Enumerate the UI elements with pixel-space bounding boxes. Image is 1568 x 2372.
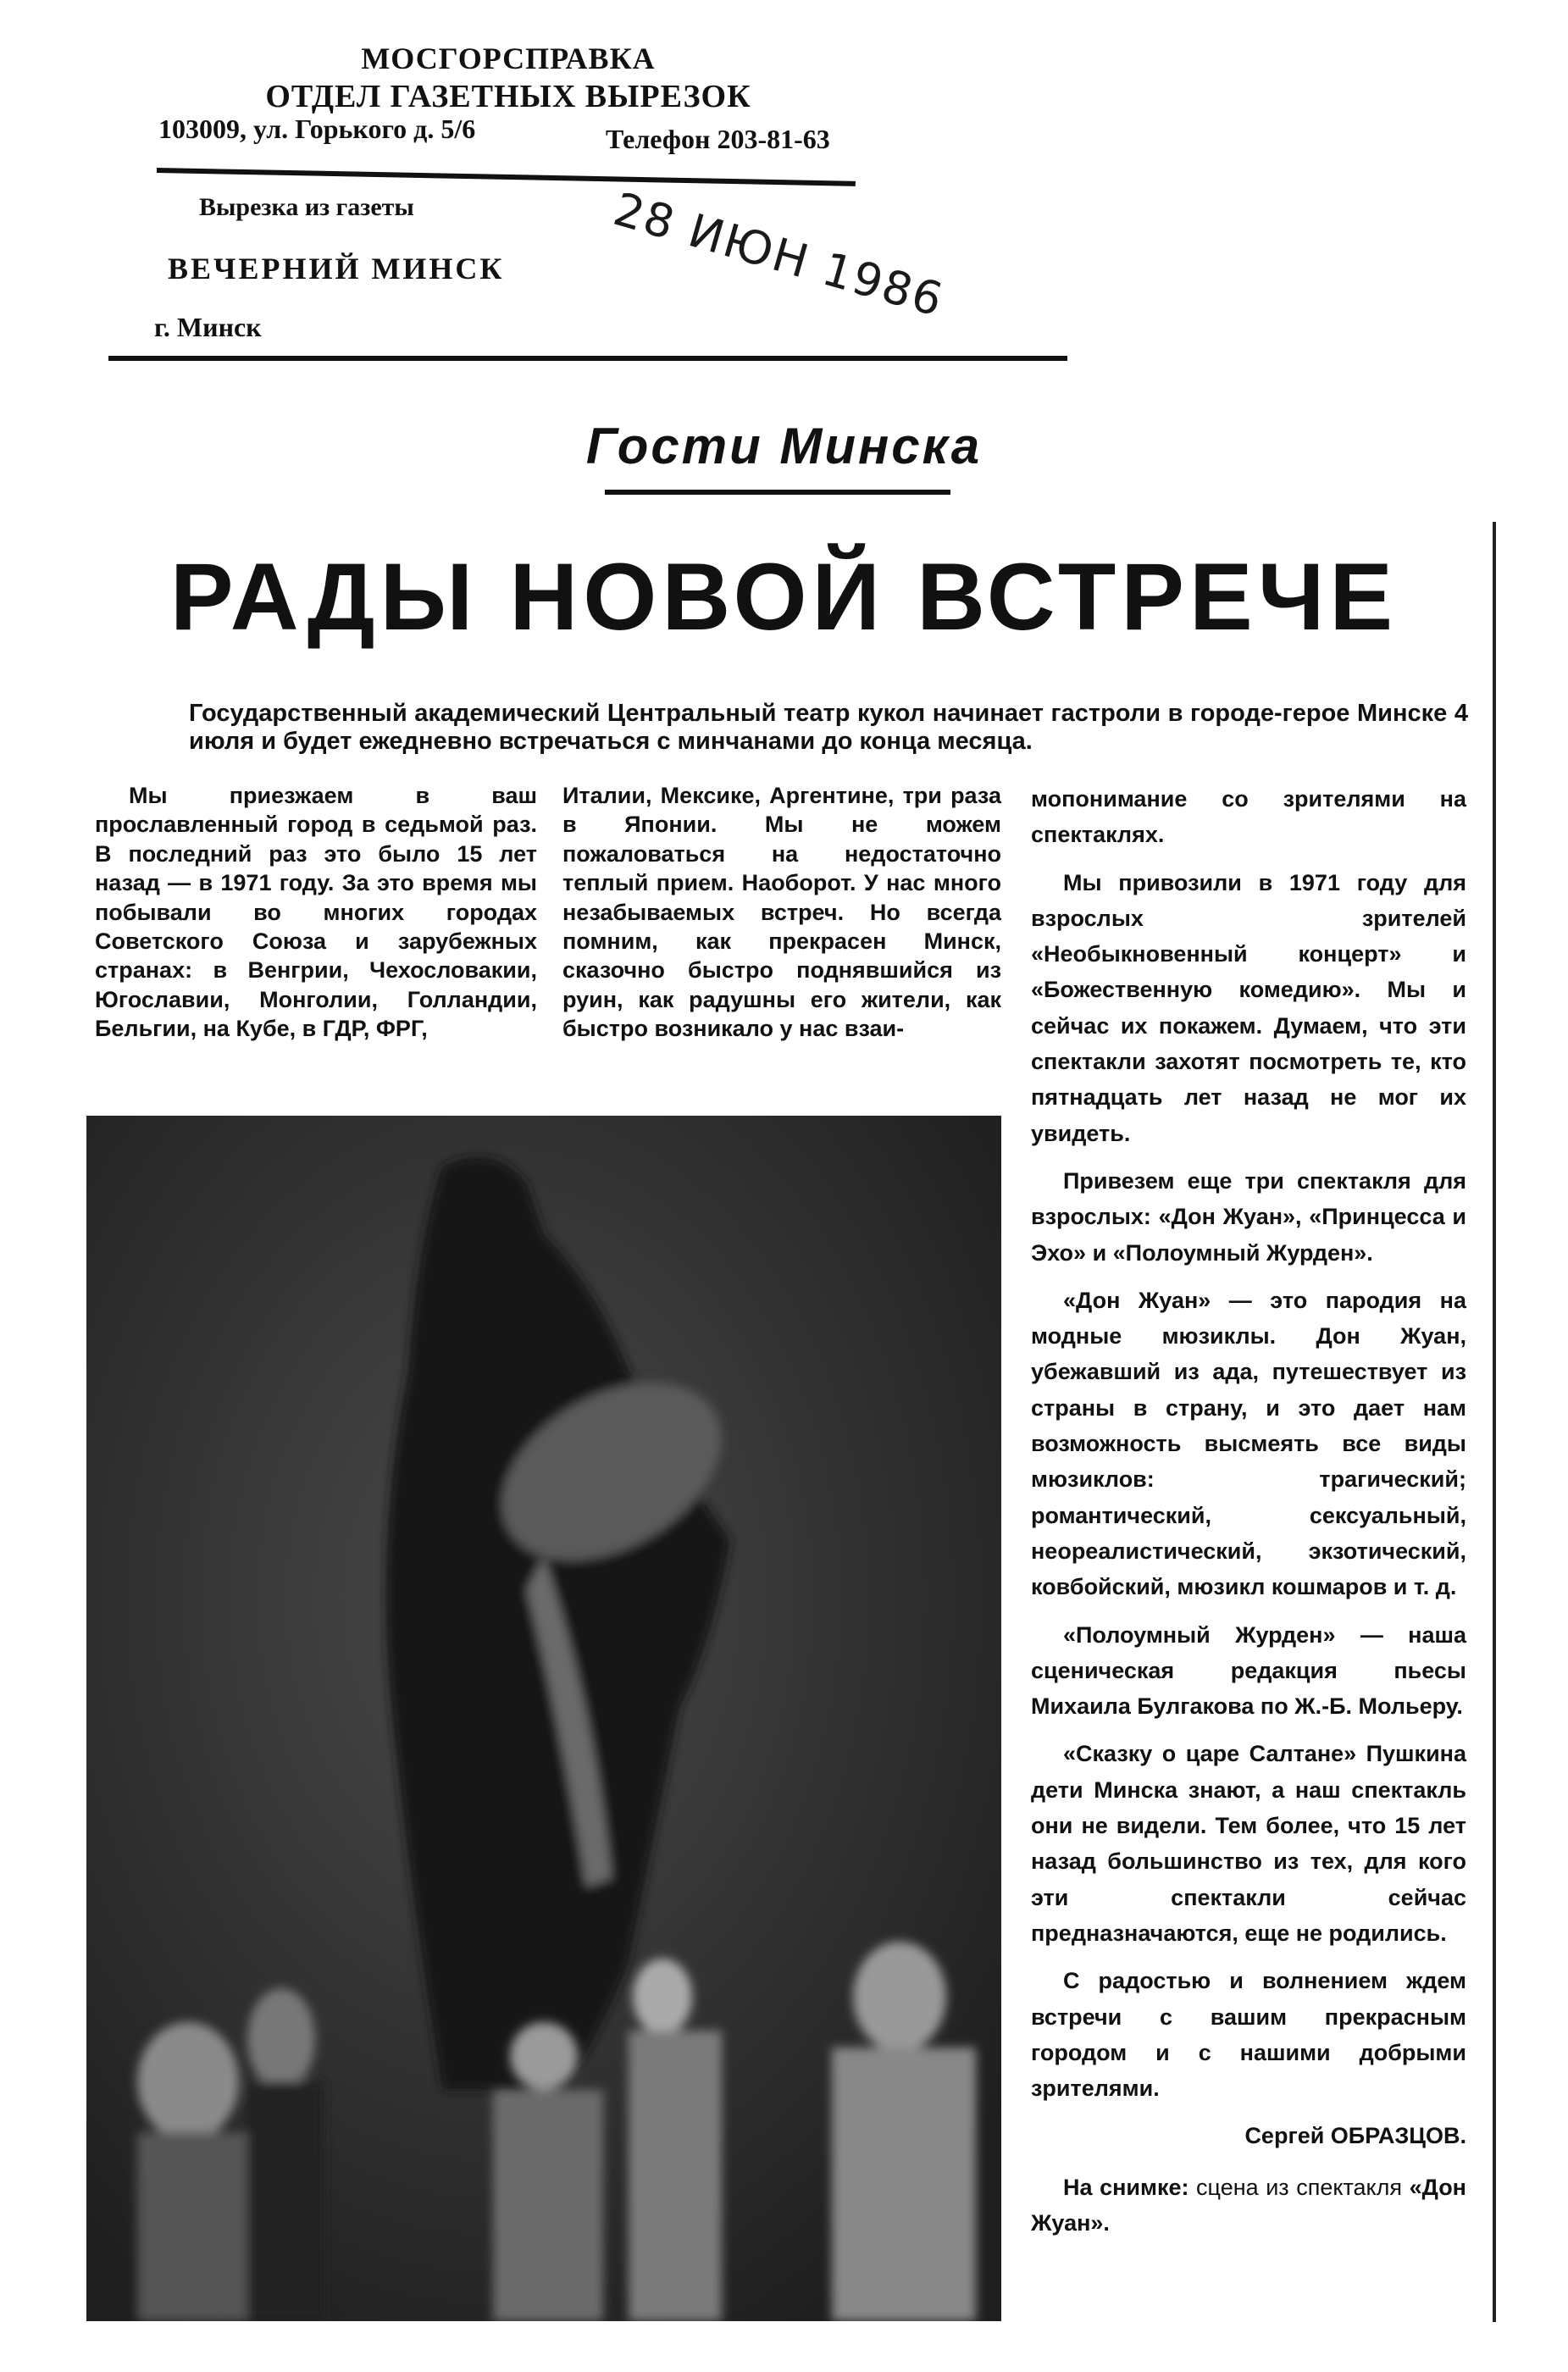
caption-label: На снимке: [1063, 2174, 1189, 2200]
paragraph: С радостью и волнением ждем встречи с вашим прекрасным городом и с нашими добрыми зрителями. [1031, 1968, 1466, 2102]
headline-text: РАДЫ НОВОЙ ВСТРЕЧЕ [169, 544, 1399, 650]
article-column-3 [1031, 781, 1466, 2253]
newspaper-name: ВЕЧЕРНИЙ МИНСК [168, 252, 505, 285]
agency-name: МОСГОРСПРАВКА [361, 42, 656, 75]
paragraph: «Дон Жуан» — это пародия на модные мюзиклы. Дон Жуан, убежавший из ада, путешествует из страны в страну, и это дает нам возможность высмеять все виды мюзиклов: трагический; романтический, сексуальный, неореалистический, экзотический, ковбойский, мюзикл кошмаров и т. д. [1031, 1287, 1466, 1600]
author-signature: Сергей ОБРАЗЦОВ. [1244, 2123, 1466, 2149]
article-column-1: Мы приезжаем в ваш прославленный город в седьмой раз. В последний раз это было 15 лет назад — в 1971 году. За это время мы побывали во многих городах Советского Союза и зарубежных странах: в Венгрии, Чехословакии, Югославии, Монголии, Голландии, Бельгии, на Кубе, в ГДР, ФРГ, [95, 783, 537, 1042]
newspaper-city: г. Минск [154, 312, 262, 342]
headline [102, 542, 1466, 652]
agency-phone: Телефон 203-81-63 [606, 124, 830, 154]
caption-text: сцена из спектакля [1188, 2174, 1410, 2200]
paragraph: «Полоумный Журден» — наша сценическая редакция пьесы Михаила Булгакова по Ж.-Б. Мольеру. [1031, 1621, 1466, 1720]
clipping-divider [108, 356, 1067, 361]
rubric-text: Гости Минска [585, 418, 983, 474]
header-divider [157, 168, 856, 186]
rubric-underline [605, 490, 950, 495]
paragraph: «Сказку о царе Салтане» Пушкина дети Минска знают, а наш спектакль они не видели. Тем более, что 15 лет назад большинство из тех, для кого эти спектакли сейчас предназначаются, еще не родились. [1031, 1741, 1466, 1946]
lead-paragraph: Государственный академический Центральный театр кукол начинает гастроли в городе-герое Минске 4 июля и будет ежедневно встречаться с минчанами до конца месяца. [189, 700, 1468, 755]
department-name: ОТДЕЛ ГАЗЕТНЫХ ВЫРЕЗОК [265, 79, 751, 114]
puppet-scene-photo [86, 1116, 1001, 2321]
caption-title: «Дон Жуан». [1031, 2174, 1466, 2236]
paragraph: мопонимание со зрителями на спектаклях. [1031, 786, 1466, 848]
agency-address: 103009, ул. Горького д. 5/6 [158, 114, 476, 144]
paragraph: Привезем еще три спектакля для взрослых: «Дон Жуан», «Принцесса и Эхо» и «Полоумный Журден». [1031, 1167, 1466, 1266]
rubric [0, 417, 1568, 475]
source-label: Вырезка из газеты [199, 193, 414, 221]
photo-caption [1031, 2170, 1466, 2242]
paragraph: Мы привозили в 1971 году для взрослых зрителей «Необыкновенный концерт» и «Божественную комедию». Мы и сейчас их покажем. Думаем, что эти спектакли захотят посмотреть те, кто пятнадцать лет назад не мог их увидеть. [1031, 869, 1466, 1146]
date-stamp: 28 ИЮН 1986 [607, 182, 950, 328]
column-rule [1493, 522, 1496, 2322]
article-column-2: Италии, Мексике, Аргентине, три раза в Японии. Мы не можем пожаловаться на недостаточно теплый прием. Наоборот. У нас много незабываемых встреч. Но всегда помним, как прекрасен Минск, сказочно быстро поднявшийся из руин, как радушны его жители, как быстро возникало у нас взаи- [562, 783, 1001, 1042]
